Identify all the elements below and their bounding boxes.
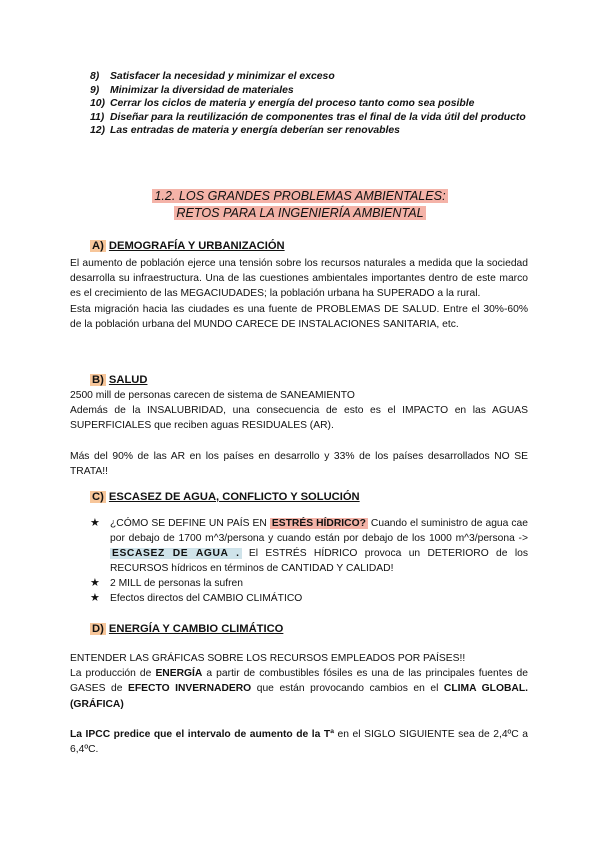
list-item: 9) Minimizar la diversidad de materiales (90, 84, 294, 96)
list-item: 12) Las entradas de materia y energía deberían ser renovables (90, 125, 400, 137)
list-item: 11) Diseñar para la reutilización de componentes tras el final de la vida útil del producto (90, 111, 526, 123)
principles-list (90, 70, 530, 138)
list-item: 10) Cerrar los ciclos de materia y energía del proceso tanto como sea posible (90, 98, 475, 110)
star-bullet-icon: ★ (90, 577, 100, 589)
section-b-heading: B) SALUD (92, 374, 148, 386)
section-d-heading: D) ENERGÍA Y CAMBIO CLIMÁTICO (92, 623, 284, 635)
section-a-heading: A) DEMOGRAFÍA Y URBANIZACIÓN (92, 240, 285, 252)
section-c-bullets (90, 516, 528, 606)
list-item: 8) Satisfacer la necesidad y minimizar el exceso (90, 71, 335, 82)
star-bullet-icon: ★ (90, 517, 100, 529)
section-c-heading: C) ESCASEZ DE AGUA, CONFLICTO Y SOLUCIÓN (92, 491, 360, 503)
list-item: ★ Efectos directos del CAMBIO CLIMÁTICO (90, 592, 303, 604)
section-b-body: 2500 mill de personas carecen de sistema de SANEAMIENTO Además de la INSALUBRIDAD, una consecuencia de esto es el IMPACTO en las AGUAS SUPERFICIALES que reciben aguas RESIDUALES (AR). Más del 90% de las AR en los países en desarrollo y 33% de los países desarrollados NO SE TRATA!! (70, 390, 528, 477)
section-d-body: ENTENDER LAS GRÁFICAS SOBRE LOS RECURSOS EMPLEADOS POR PAÍSES!! La producción de ENERGÍA a partir de combustibles fósiles es una de las principales fuentes de GASES de EFECTO INVERNADERO que están provocando cambios en el CLIMA GLOBAL. (GRÁFICA) La IPCC predice que el intervalo de aumento de la Tª en el SIGLO SIGUIENTE sea de 2,4ºC a 6,4ºC. (70, 653, 529, 756)
section-a-body: El aumento de población ejerce una tensión sobre los recursos naturales a medida que la sociedad desarrolla su infraestructura. Una de las cuestiones ambientales importantes dentro de este marco es el crecimiento de las MEGACIUDADES; la población urbana ha SUPERADO a la rural. Esta migración hacia las ciudades es una fuente de PROBLEMAS DE SALUD. Entre el 30%-60% de la población urbana del MUNDO CARECE DE INSTALACIONES SANITARIA, etc. (70, 258, 528, 330)
list-item: ★ 2 MILL de personas la sufren (90, 577, 243, 589)
star-bullet-icon: ★ (90, 592, 100, 604)
section-main-title: 1.2. LOS GRANDES PROBLEMAS AMBIENTALES: RETOS PARA LA INGENIERÍA AMBIENTAL (154, 189, 446, 220)
list-item: ★ ¿CÓMO SE DEFINE UN PAÍS EN ESTRÉS HÍDRICO? Cuando el suministro de agua cae por debajo de 1700 m^3/persona y cuando están por debajo de los 1000 m^3/persona -> ESCASEZ DE AGUA . El ESTRÉS HÍDRICO provoca un DETERIORO de los RECURSOS hídricos en términos de CANTIDAD Y CALIDAD! (90, 517, 529, 574)
